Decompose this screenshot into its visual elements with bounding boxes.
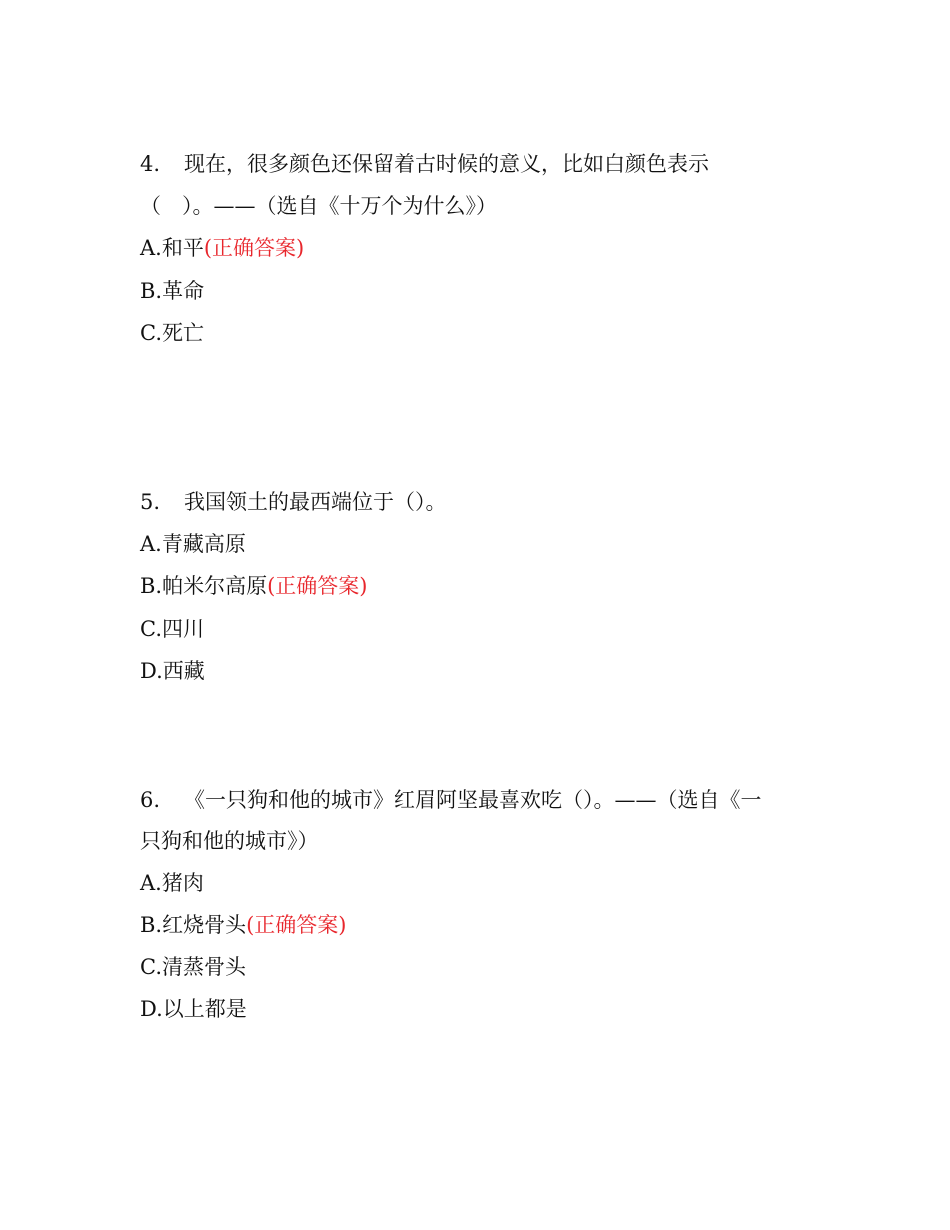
option-c	[140, 953, 246, 981]
correct-answer-mark: (正确答案)	[203, 236, 305, 260]
option-b	[140, 911, 347, 939]
question-text: 现在，很多颜色还保留着古时候的意义，比如白颜色表示	[184, 152, 709, 176]
question-stem	[140, 150, 709, 178]
option-text: A.和平	[140, 236, 204, 260]
correct-answer-mark: (正确答案)	[267, 574, 368, 598]
correct-answer-mark: (正确答案)	[246, 913, 347, 937]
option-a	[140, 234, 304, 262]
option-text: C.死亡	[140, 321, 204, 345]
option-a	[140, 869, 204, 897]
option-text: B.帕米尔高原	[140, 574, 268, 598]
option-text: A.青藏高原	[140, 532, 246, 556]
option-text: C.四川	[140, 617, 204, 641]
option-text: C.清蒸骨头	[140, 955, 246, 979]
question-stem-continued: 只狗和他的城市》）	[140, 829, 319, 853]
question-text: 我国领土的最西端位于（）。	[184, 490, 447, 514]
question-stem	[140, 488, 447, 516]
option-a	[140, 530, 246, 558]
option-text: B.革命	[140, 279, 205, 303]
question-stem	[140, 786, 762, 814]
option-text: B.红烧骨头	[140, 913, 247, 937]
option-text: D.以上都是	[140, 997, 247, 1021]
option-b	[140, 277, 204, 305]
option-b	[140, 572, 368, 600]
question-stem-continued: （ ）。——（选自《十万个为什么》）	[140, 194, 497, 218]
option-text: D.西藏	[140, 659, 205, 683]
option-c	[140, 615, 204, 643]
option-d	[140, 995, 247, 1023]
question-number: 4.	[140, 152, 161, 176]
option-d	[140, 657, 205, 685]
question-text: 《一只狗和他的城市》红眉阿坚最喜欢吃（）。——（选自《一	[184, 788, 762, 812]
option-text: A.猪肉	[140, 871, 204, 895]
question-number: 5.	[140, 490, 161, 514]
option-c	[140, 319, 204, 347]
question-number: 6.	[140, 788, 161, 812]
